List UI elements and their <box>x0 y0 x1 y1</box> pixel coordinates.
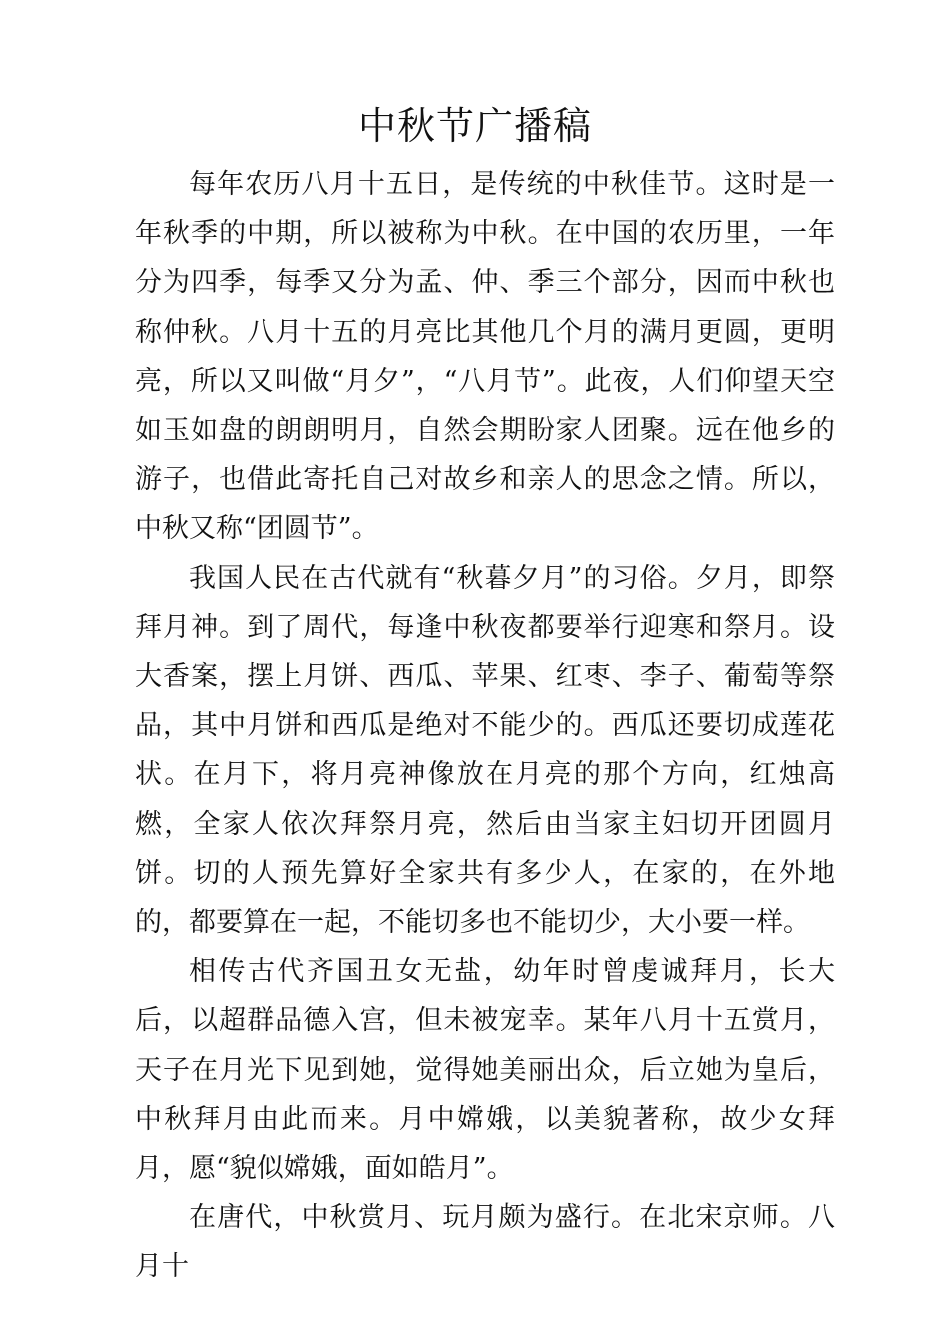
paragraph-3: 相传古代齐国丑女无盐，幼年时曾虔诚拜月，长大后，以超群品德入宫，但未被宠幸。某年八月十五赏月，天子在月光下见到她，觉得她美丽出众，后立她为皇后，中秋拜月由此而来。月中嫦娥，以美貌著称，故少女拜月，愿“貌似嫦娥，面如皓月”。 <box>135 956 835 1185</box>
paragraph-1: 每年农历八月十五日，是传统的中秋佳节。这时是一年秋季的中期，所以被称为中秋。在中国的农历里，一年分为四季，每季又分为孟、仲、季三个部分，因而中秋也称仲秋。八月十五的月亮比其他几个月的满月更圆，更明亮，所以又叫做“月夕”，“八月节”。此夜，人们仰望天空如玉如盘的朗朗明月，自然会期盼家人团聚。远在他乡的游子，也借此寄托自己对故乡和亲人的思念之情。所以，中秋又称“团圆节”。 <box>135 169 835 545</box>
paragraph-2: 我国人民在古代就有“秋暮夕月”的习俗。夕月，即祭拜月神。到了周代，每逢中秋夜都要举行迎寒和祭月。设大香案，摆上月饼、西瓜、苹果、红枣、李子、葡萄等祭品，其中月饼和西瓜是绝对不能少的。西瓜还要切成莲花状。在月下，将月亮神像放在月亮的那个方向，红烛高燃，全家人依次拜祭月亮，然后由当家主妇切开团圆月饼。切的人预先算好全家共有多少人，在家的，在外地的，都要算在一起，不能切多也不能切少，大小要一样。 <box>135 562 835 939</box>
document-body <box>135 160 835 1292</box>
document-title: 中秋节广播稿 <box>357 104 592 148</box>
paragraph-4: 在唐代，中秋赏月、玩月颇为盛行。在北宋京师。八月十 <box>135 1202 835 1283</box>
